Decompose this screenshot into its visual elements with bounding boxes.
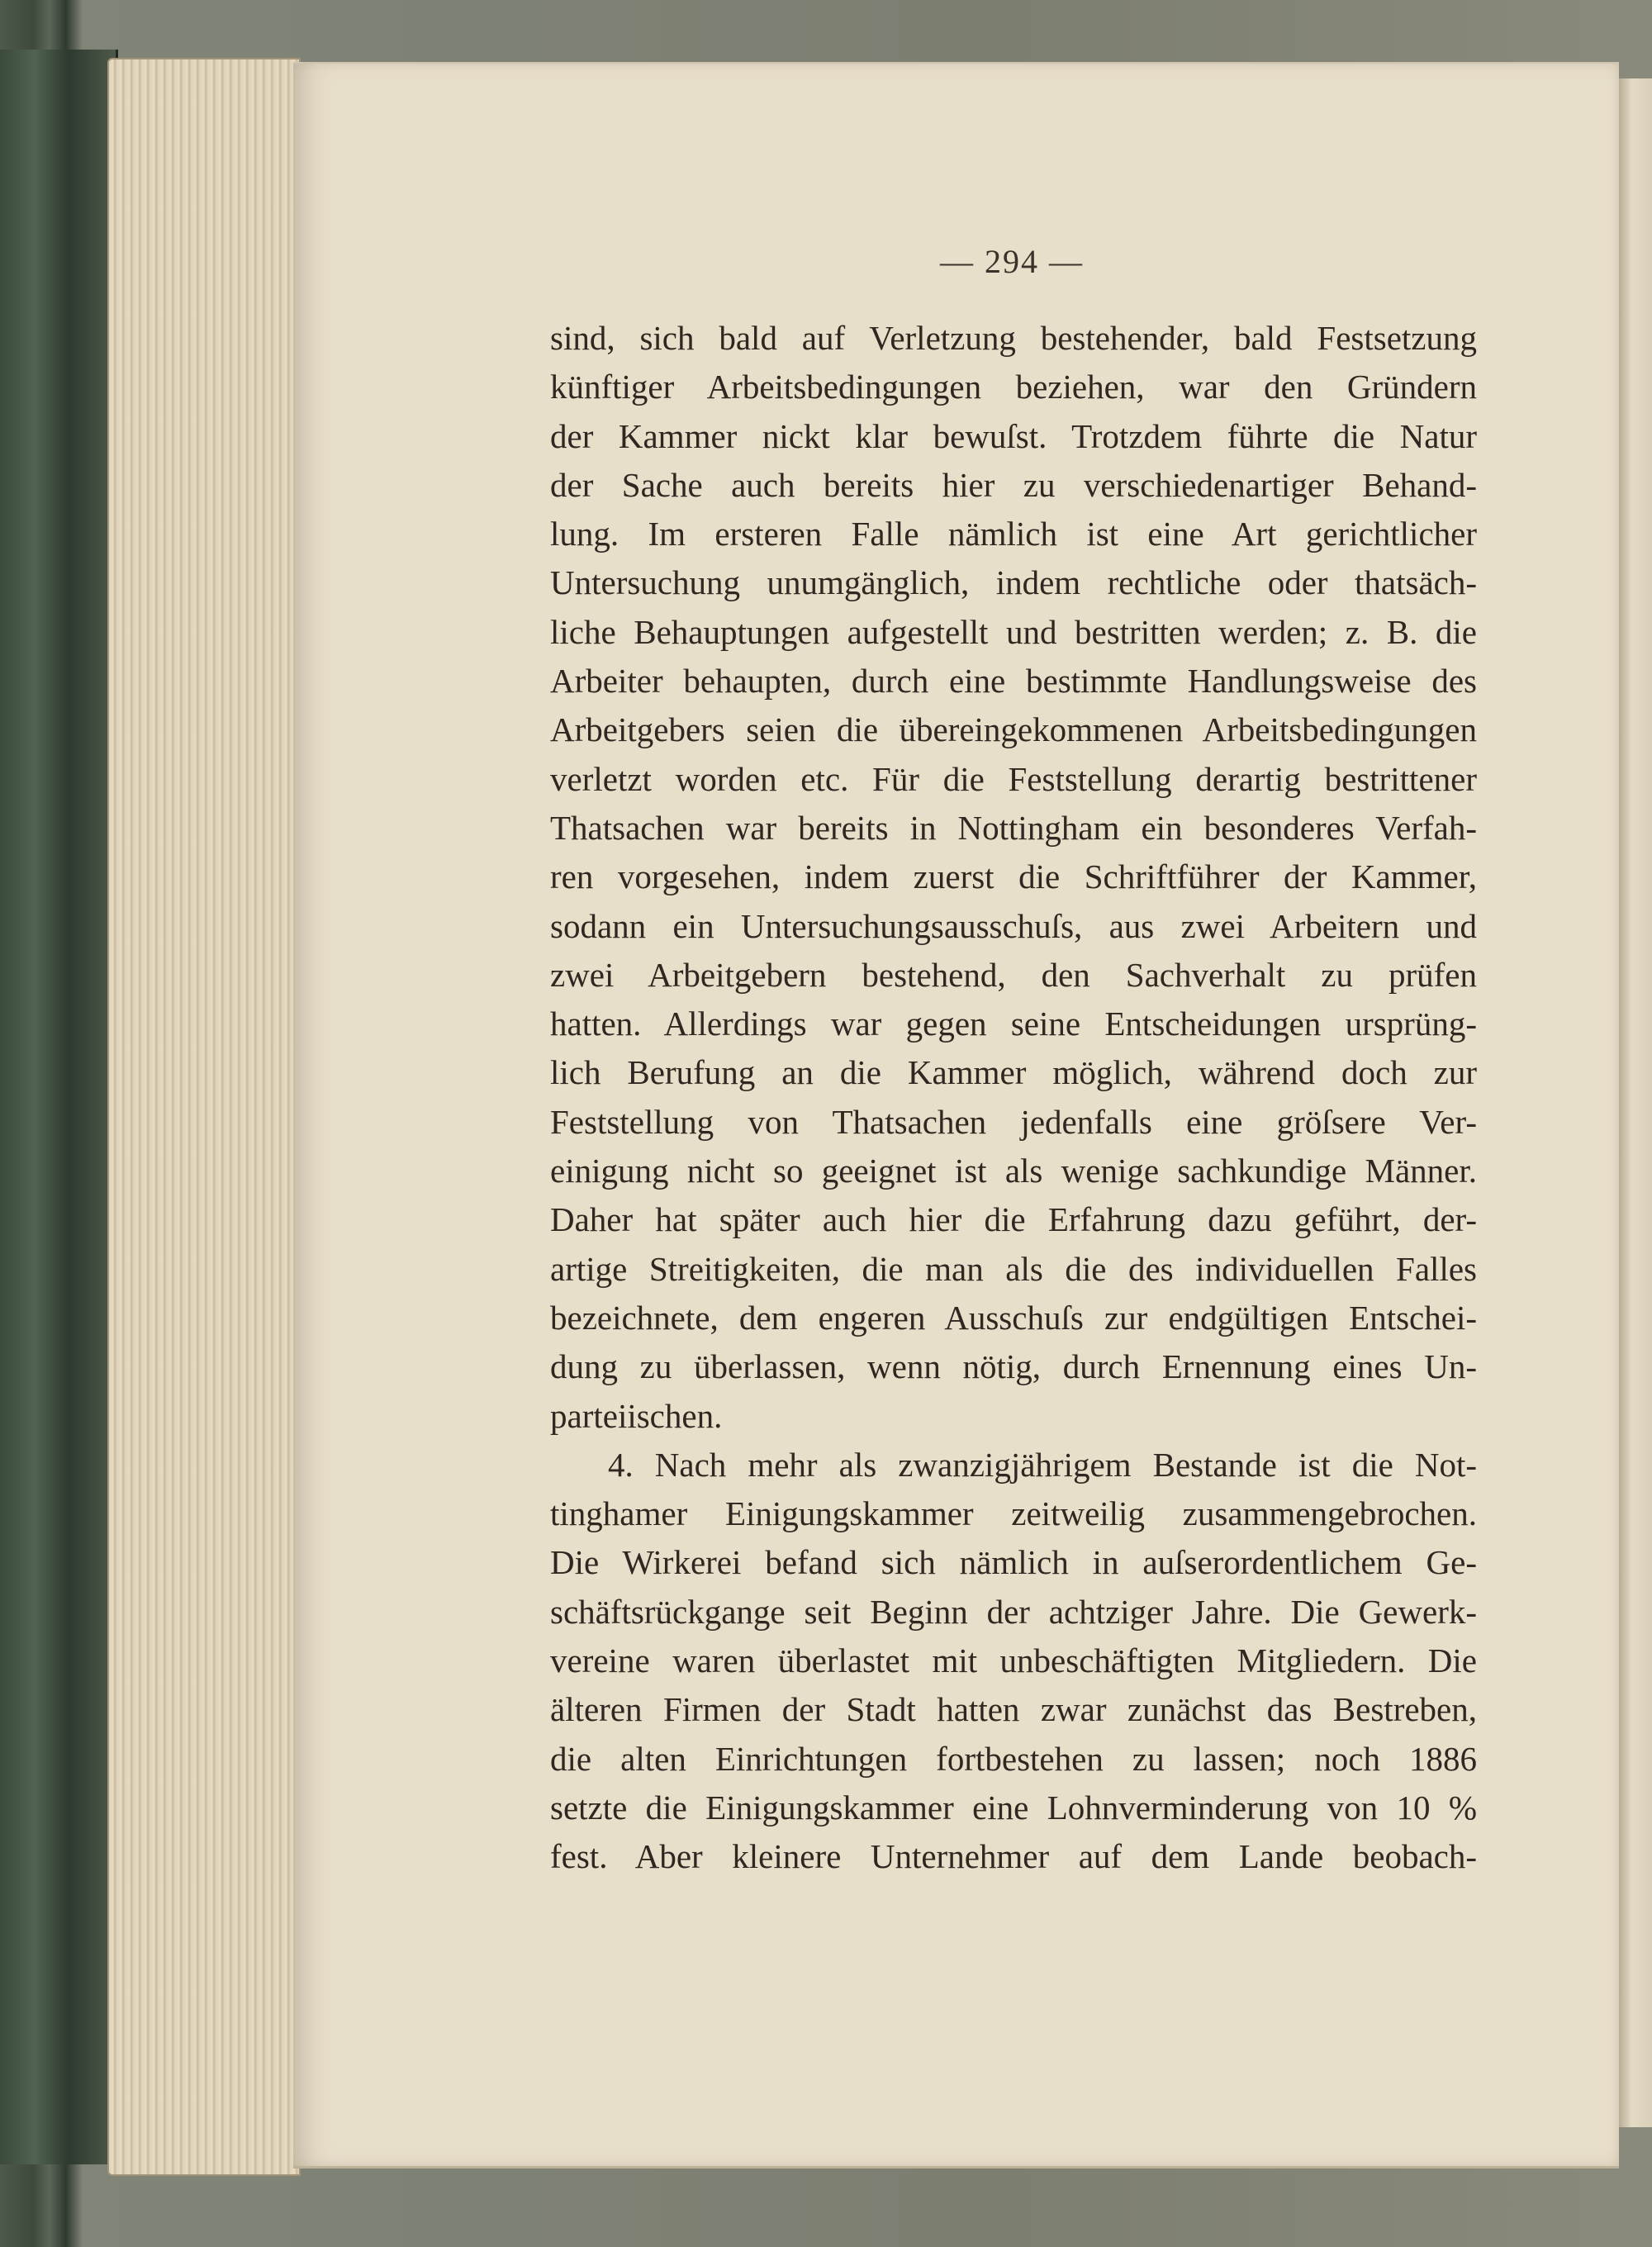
text-line: fest. Aber kleinere Unternehmer auf dem Lande beobach- (550, 1837, 1477, 1876)
text-line: schäftsrückgange seit Beginn der achtziger Jahre. Die Gewerk- (550, 1592, 1477, 1631)
text-line: ren vorgesehen, indem zuerst die Schriftführer der Kammer, (550, 857, 1477, 896)
text-line: hatten. Allerdings war gegen seine Entscheidungen ursprüng- (550, 1005, 1477, 1043)
text-line: parteiischen. (550, 1396, 723, 1435)
text-line: bezeichnete, dem engeren Ausschuſs zur endgültigen Entschei- (550, 1298, 1477, 1337)
text-line: sind, sich bald auf Verletzung bestehender, bald Festsetzung (550, 319, 1477, 357)
text-line: künftiger Arbeitsbedingungen beziehen, war den Gründern (550, 368, 1477, 406)
text-line: sodann ein Untersuchungsausschuſs, aus zwei Arbeitern und (550, 906, 1477, 945)
text-line: der Sache auch bereits hier zu verschiedenartiger Behand- (550, 465, 1477, 504)
text-line: Untersuchung unumgänglich, indem rechtliche oder thatsäch- (550, 563, 1477, 602)
text-line: Thatsachen war bereits in Nottingham ein besonderes Verfah- (550, 808, 1477, 847)
text-line: einigung nicht so geeignet ist als wenige sachkundige Männer. (550, 1152, 1477, 1190)
text-line: Arbeitgebers seien die übereingekommenen Arbeitsbedingungen (550, 710, 1477, 749)
text-line: Arbeiter behaupten, durch eine bestimmte Handlungsweise des (550, 662, 1477, 701)
paragraph-start-line: 4. Nach mehr als zwanzigjährigem Bestande ist die Not- (608, 1445, 1477, 1484)
facing-page-edge (1619, 78, 1652, 2127)
text-line: Die Wirkerei befand sich nämlich in auſserordentlichem Ge- (550, 1543, 1477, 1582)
book-cover-edge (0, 50, 118, 2164)
text-line: Feststellung von Thatsachen jedenfalls eine gröſsere Ver- (550, 1102, 1477, 1141)
page-stack-edges (107, 58, 301, 2176)
text-line: vereine waren überlastet mit unbeschäftigten Mitgliedern. Die (550, 1641, 1477, 1680)
text-line: die alten Einrichtungen fortbestehen zu lassen; noch 1886 (550, 1739, 1477, 1778)
body-text (550, 314, 1477, 1882)
text-line: lung. Im ersteren Falle nämlich ist eine Art gerichtlicher (550, 515, 1477, 553)
text-line: tinghamer Einigungskammer zeitweilig zusammengebrochen. (550, 1494, 1477, 1533)
text-line: liche Behauptungen aufgestellt und bestritten werden; z. B. die (550, 612, 1477, 651)
text-line: zwei Arbeitgebern bestehend, den Sachverhalt zu prüfen (550, 955, 1477, 994)
text-line: der Kammer nickt klar bewuſst. Trotzdem führte die Natur (550, 416, 1477, 455)
text-line: lich Berufung an die Kammer möglich, während doch zur (550, 1053, 1477, 1092)
text-line: älteren Firmen der Stadt hatten zwar zunächst das Bestreben, (550, 1690, 1477, 1729)
text-line: verletzt worden etc. Für die Feststellung derartig bestrittener (550, 759, 1477, 798)
text-line: artige Streitigkeiten, die man als die des individuellen Falles (550, 1249, 1477, 1288)
text-line: setzte die Einigungskammer eine Lohnverminderung von 10 % (550, 1788, 1477, 1827)
text-line: Daher hat später auch hier die Erfahrung dazu geführt, der- (550, 1200, 1477, 1239)
page-number: — 294 — (940, 243, 1084, 280)
text-line: dung zu überlassen, wenn nötig, durch Ernennung eines Un- (550, 1347, 1477, 1386)
